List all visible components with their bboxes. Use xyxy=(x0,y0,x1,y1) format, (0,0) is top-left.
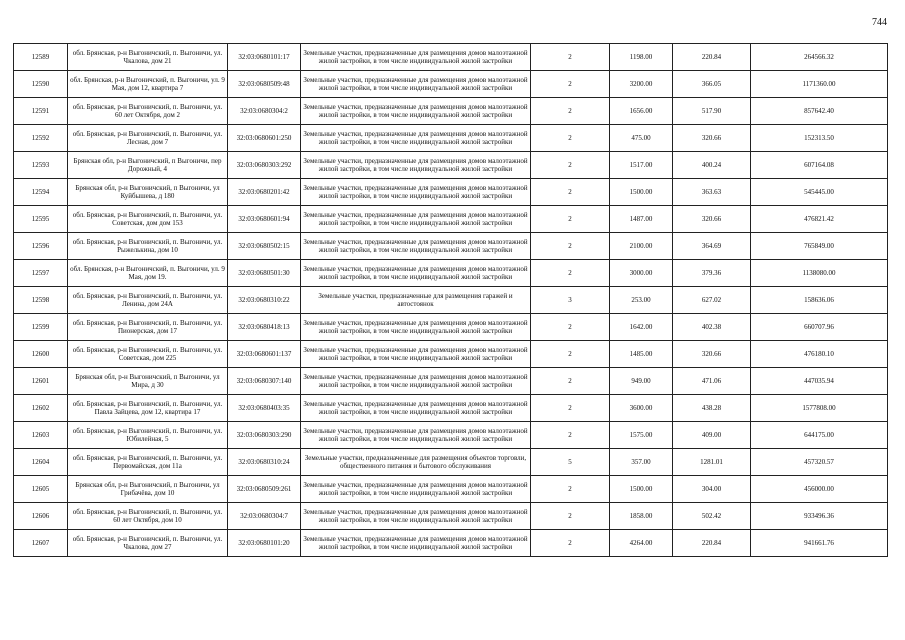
cadastral-number: 32:03:0680310:22 xyxy=(228,287,301,314)
record-id: 12597 xyxy=(14,260,68,287)
address-cell: Брянская обл, р-н Выгоничский, п Выгоничи, пер Дорожный, 4 xyxy=(68,152,228,179)
cadastral-number: 32:03:0680601:94 xyxy=(228,206,301,233)
purpose-code: 2 xyxy=(531,395,610,422)
table-body xyxy=(14,44,888,557)
cadastral-value-cell: 476821.42 xyxy=(751,206,888,233)
address-cell: обл. Брянская, р-н Выгоничский, п. Выгоничи, ул. Лесная, дом 7 xyxy=(68,125,228,152)
land-purpose: Земельные участки, предназначенные для размещения домов малоэтажной жилой застройки, в том числе индивидуальной жилой застройки xyxy=(301,530,531,557)
table-row xyxy=(14,260,888,287)
cadastral-value-cell: 644175.00 xyxy=(751,422,888,449)
purpose-code: 2 xyxy=(531,503,610,530)
table-row xyxy=(14,206,888,233)
cadastral-value-cell: 1171360.00 xyxy=(751,71,888,98)
table-row xyxy=(14,233,888,260)
address-cell: обл. Брянская, р-н Выгоничский, п. Выгоничи, ул. Первомайская, дом 11а xyxy=(68,449,228,476)
table-row xyxy=(14,98,888,125)
table-row xyxy=(14,179,888,206)
address-cell: обл. Брянская, р-н Выгоничский, п. Выгоничи, ул. Чкалова, дом 21 xyxy=(68,44,228,71)
table-row xyxy=(14,314,888,341)
cadastral-number: 32:03:0680418:13 xyxy=(228,314,301,341)
land-purpose: Земельные участки, предназначенные для размещения домов малоэтажной жилой застройки, в том числе индивидуальной жилой застройки xyxy=(301,233,531,260)
land-purpose: Земельные участки, предназначенные для размещения объектов торговли, общественного питания и бытового обслуживания xyxy=(301,449,531,476)
land-purpose: Земельные участки, предназначенные для размещения домов малоэтажной жилой застройки, в том числе индивидуальной жилой застройки xyxy=(301,341,531,368)
record-id: 12599 xyxy=(14,314,68,341)
cadastral-number: 32:03:0680509:261 xyxy=(228,476,301,503)
address-cell: обл. Брянская, р-н Выгоничский, п. Выгоничи, ул. Советская, дом дом 153 xyxy=(68,206,228,233)
record-id: 12604 xyxy=(14,449,68,476)
land-purpose: Земельные участки, предназначенные для размещения домов малоэтажной жилой застройки, в том числе индивидуальной жилой застройки xyxy=(301,125,531,152)
area-cell: 1500.00 xyxy=(610,179,673,206)
purpose-code: 2 xyxy=(531,71,610,98)
unit-price-cell: 320.66 xyxy=(673,125,751,152)
unit-price-cell: 627.02 xyxy=(673,287,751,314)
address-cell: обл. Брянская, р-н Выгоничский, п. Выгоничи, ул. Пионерская, дом 17 xyxy=(68,314,228,341)
unit-price-cell: 320.66 xyxy=(673,341,751,368)
address-cell: Брянская обл, р-н Выгоничский, п Выгоничи, ул Грибачёва, дом 10 xyxy=(68,476,228,503)
area-cell: 3600.00 xyxy=(610,395,673,422)
address-cell: обл. Брянская, р-н Выгоничский, п. Выгоничи, ул. Советская, дом 225 xyxy=(68,341,228,368)
land-purpose: Земельные участки, предназначенные для размещения домов малоэтажной жилой застройки, в том числе индивидуальной жилой застройки xyxy=(301,44,531,71)
record-id: 12593 xyxy=(14,152,68,179)
cadastral-value-cell: 456000.00 xyxy=(751,476,888,503)
cadastral-number: 32:03:0680509:48 xyxy=(228,71,301,98)
area-cell: 4264.00 xyxy=(610,530,673,557)
purpose-code: 5 xyxy=(531,449,610,476)
area-cell: 1500.00 xyxy=(610,476,673,503)
area-cell: 1517.00 xyxy=(610,152,673,179)
table-row xyxy=(14,476,888,503)
cadastral-value-cell: 457320.57 xyxy=(751,449,888,476)
table-row xyxy=(14,368,888,395)
area-cell: 3200.00 xyxy=(610,71,673,98)
purpose-code: 2 xyxy=(531,314,610,341)
cadastral-number: 32:03:0680601:250 xyxy=(228,125,301,152)
land-purpose: Земельные участки, предназначенные для размещения домов малоэтажной жилой застройки, в том числе индивидуальной жилой застройки xyxy=(301,368,531,395)
cadastral-number: 32:03:0680502:15 xyxy=(228,233,301,260)
area-cell: 1198.00 xyxy=(610,44,673,71)
record-id: 12603 xyxy=(14,422,68,449)
purpose-code: 2 xyxy=(531,422,610,449)
table-row xyxy=(14,341,888,368)
address-cell: обл. Брянская, р-н Выгоничский, п. Выгоничи, ул. Юбилейная, 5 xyxy=(68,422,228,449)
table-row xyxy=(14,125,888,152)
cadastral-value-cell: 1138080.00 xyxy=(751,260,888,287)
record-id: 12602 xyxy=(14,395,68,422)
cadastral-value-cell: 933496.36 xyxy=(751,503,888,530)
land-purpose: Земельные участки, предназначенные для размещения домов малоэтажной жилой застройки, в том числе индивидуальной жилой застройки xyxy=(301,476,531,503)
land-purpose: Земельные участки, предназначенные для размещения домов малоэтажной жилой застройки, в том числе индивидуальной жилой застройки xyxy=(301,395,531,422)
record-id: 12601 xyxy=(14,368,68,395)
cadastral-number: 32:03:0680601:137 xyxy=(228,341,301,368)
land-registry-table xyxy=(13,43,888,557)
cadastral-number: 32:03:0680307:140 xyxy=(228,368,301,395)
purpose-code: 2 xyxy=(531,44,610,71)
address-cell: обл. Брянская, р-н Выгоничский, п. Выгоничи, ул. 60 лет Октября, дом 2 xyxy=(68,98,228,125)
cadastral-value-cell: 476180.10 xyxy=(751,341,888,368)
area-cell: 1575.00 xyxy=(610,422,673,449)
purpose-code: 2 xyxy=(531,206,610,233)
land-purpose: Земельные участки, предназначенные для размещения домов малоэтажной жилой застройки, в том числе индивидуальной жилой застройки xyxy=(301,179,531,206)
cadastral-number: 32:03:0680304:2 xyxy=(228,98,301,125)
cadastral-value-cell: 545445.00 xyxy=(751,179,888,206)
cadastral-value-cell: 857642.40 xyxy=(751,98,888,125)
table-row xyxy=(14,44,888,71)
record-id: 12596 xyxy=(14,233,68,260)
record-id: 12595 xyxy=(14,206,68,233)
unit-price-cell: 379.36 xyxy=(673,260,751,287)
cadastral-value-cell: 1577808.00 xyxy=(751,395,888,422)
record-id: 12607 xyxy=(14,530,68,557)
address-cell: обл. Брянская, р-н Выгоничский, п. Выгоничи, ул. 9 Мая, дом 19. xyxy=(68,260,228,287)
unit-price-cell: 471.06 xyxy=(673,368,751,395)
unit-price-cell: 502.42 xyxy=(673,503,751,530)
land-purpose: Земельные участки, предназначенные для размещения домов малоэтажной жилой застройки, в том числе индивидуальной жилой застройки xyxy=(301,152,531,179)
unit-price-cell: 400.24 xyxy=(673,152,751,179)
unit-price-cell: 409.00 xyxy=(673,422,751,449)
record-id: 12598 xyxy=(14,287,68,314)
area-cell: 2100.00 xyxy=(610,233,673,260)
land-purpose: Земельные участки, предназначенные для размещения гаражей и автостоянок xyxy=(301,287,531,314)
address-cell: обл. Брянская, р-н Выгоничский, п. Выгоничи, ул. 9 Мая, дом 12, квартира 7 xyxy=(68,71,228,98)
unit-price-cell: 363.63 xyxy=(673,179,751,206)
purpose-code: 2 xyxy=(531,179,610,206)
address-cell: обл. Брянская, р-н Выгоничский, п. Выгоничи, ул. 60 лет Октября, дом 10 xyxy=(68,503,228,530)
area-cell: 1487.00 xyxy=(610,206,673,233)
area-cell: 253.00 xyxy=(610,287,673,314)
record-id: 12592 xyxy=(14,125,68,152)
land-purpose: Земельные участки, предназначенные для размещения домов малоэтажной жилой застройки, в том числе индивидуальной жилой застройки xyxy=(301,206,531,233)
cadastral-number: 32:03:0680304:7 xyxy=(228,503,301,530)
record-id: 12600 xyxy=(14,341,68,368)
record-id: 12605 xyxy=(14,476,68,503)
cadastral-value-cell: 607164.08 xyxy=(751,152,888,179)
record-id: 12594 xyxy=(14,179,68,206)
address-cell: Брянская обл, р-н Выгоничский, п Выгоничи, ул Куйбышева, д 180 xyxy=(68,179,228,206)
address-cell: обл. Брянская, р-н Выгоничский, п. Выгоничи, ул. Рыжелькина, дом 10 xyxy=(68,233,228,260)
cadastral-number: 32:03:0680310:24 xyxy=(228,449,301,476)
table-row xyxy=(14,395,888,422)
cadastral-number: 32:03:0680101:20 xyxy=(228,530,301,557)
area-cell: 357.00 xyxy=(610,449,673,476)
purpose-code: 2 xyxy=(531,341,610,368)
table-row xyxy=(14,71,888,98)
purpose-code: 3 xyxy=(531,287,610,314)
purpose-code: 2 xyxy=(531,233,610,260)
purpose-code: 2 xyxy=(531,152,610,179)
cadastral-value-cell: 158636.06 xyxy=(751,287,888,314)
cadastral-value-cell: 765849.00 xyxy=(751,233,888,260)
record-id: 12606 xyxy=(14,503,68,530)
unit-price-cell: 220.84 xyxy=(673,44,751,71)
table-row xyxy=(14,530,888,557)
cadastral-value-cell: 660707.96 xyxy=(751,314,888,341)
land-purpose: Земельные участки, предназначенные для размещения домов малоэтажной жилой застройки, в том числе индивидуальной жилой застройки xyxy=(301,98,531,125)
cadastral-value-cell: 447035.94 xyxy=(751,368,888,395)
area-cell: 1642.00 xyxy=(610,314,673,341)
purpose-code: 2 xyxy=(531,368,610,395)
unit-price-cell: 517.90 xyxy=(673,98,751,125)
land-purpose: Земельные участки, предназначенные для размещения домов малоэтажной жилой застройки, в том числе индивидуальной жилой застройки xyxy=(301,260,531,287)
cadastral-number: 32:03:0680201:42 xyxy=(228,179,301,206)
purpose-code: 2 xyxy=(531,530,610,557)
table-row xyxy=(14,152,888,179)
address-cell: обл. Брянская, р-н Выгоничский, п. Выгоничи, ул. Павла Зайцева, дом 12, квартира 17 xyxy=(68,395,228,422)
unit-price-cell: 438.28 xyxy=(673,395,751,422)
table-row xyxy=(14,287,888,314)
page-number: 744 xyxy=(872,17,887,28)
record-id: 12591 xyxy=(14,98,68,125)
address-cell: Брянская обл, р-н Выгоничский, п Выгоничи, ул Мира, д 30 xyxy=(68,368,228,395)
land-purpose: Земельные участки, предназначенные для размещения домов малоэтажной жилой застройки, в том числе индивидуальной жилой застройки xyxy=(301,71,531,98)
area-cell: 949.00 xyxy=(610,368,673,395)
table-row xyxy=(14,503,888,530)
cadastral-value-cell: 264566.32 xyxy=(751,44,888,71)
area-cell: 1485.00 xyxy=(610,341,673,368)
purpose-code: 2 xyxy=(531,260,610,287)
area-cell: 1858.00 xyxy=(610,503,673,530)
area-cell: 1656.00 xyxy=(610,98,673,125)
unit-price-cell: 220.84 xyxy=(673,530,751,557)
table-row xyxy=(14,449,888,476)
unit-price-cell: 320.66 xyxy=(673,206,751,233)
unit-price-cell: 1281.01 xyxy=(673,449,751,476)
record-id: 12589 xyxy=(14,44,68,71)
unit-price-cell: 364.69 xyxy=(673,233,751,260)
area-cell: 3000.00 xyxy=(610,260,673,287)
cadastral-number: 32:03:0680303:292 xyxy=(228,152,301,179)
address-cell: обл. Брянская, р-н Выгоничский, п. Выгоничи, ул. Чкалова, дом 27 xyxy=(68,530,228,557)
unit-price-cell: 402.38 xyxy=(673,314,751,341)
unit-price-cell: 366.05 xyxy=(673,71,751,98)
cadastral-number: 32:03:0680303:290 xyxy=(228,422,301,449)
cadastral-number: 32:03:0680403:35 xyxy=(228,395,301,422)
land-purpose: Земельные участки, предназначенные для размещения домов малоэтажной жилой застройки, в том числе индивидуальной жилой застройки xyxy=(301,503,531,530)
purpose-code: 2 xyxy=(531,98,610,125)
address-cell: обл. Брянская, р-н Выгоничский, п. Выгоничи, ул. Ленина, дом 24А xyxy=(68,287,228,314)
cadastral-number: 32:03:0680101:17 xyxy=(228,44,301,71)
land-purpose: Земельные участки, предназначенные для размещения домов малоэтажной жилой застройки, в том числе индивидуальной жилой застройки xyxy=(301,314,531,341)
record-id: 12590 xyxy=(14,71,68,98)
purpose-code: 2 xyxy=(531,125,610,152)
table-row xyxy=(14,422,888,449)
area-cell: 475.00 xyxy=(610,125,673,152)
unit-price-cell: 304.00 xyxy=(673,476,751,503)
cadastral-value-cell: 152313.50 xyxy=(751,125,888,152)
cadastral-value-cell: 941661.76 xyxy=(751,530,888,557)
land-purpose: Земельные участки, предназначенные для размещения домов малоэтажной жилой застройки, в том числе индивидуальной жилой застройки xyxy=(301,422,531,449)
cadastral-number: 32:03:0680501:30 xyxy=(228,260,301,287)
purpose-code: 2 xyxy=(531,476,610,503)
